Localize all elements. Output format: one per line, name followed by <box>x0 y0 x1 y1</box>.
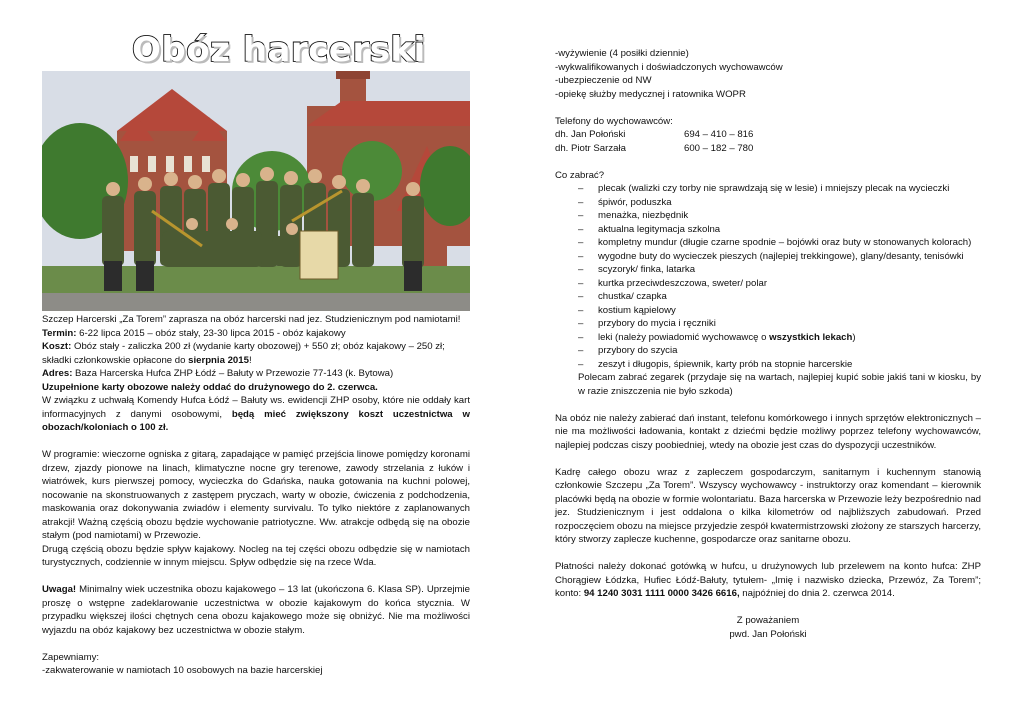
list-item: – kostium kąpielowy <box>578 304 981 318</box>
zakwaterowanie-line: -zakwaterowanie w namiotach 10 osobowych na bazie harcerskiej <box>42 665 323 676</box>
phone-row <box>555 142 981 156</box>
termin-label: Termin: <box>42 327 77 339</box>
uwaga-paragraph <box>42 583 470 637</box>
phone-row <box>555 128 981 142</box>
koszt-line <box>42 340 470 367</box>
adres-line <box>42 367 470 381</box>
zegarek-note: Polecam zabrać zegarek (przydaje się na wartach, najlepiej kupić sobie jakiś tani w kiosku, by w razie zniszczenia nie było szkoda) <box>578 372 981 397</box>
list-item: – śpiwór, poduszka <box>578 196 981 210</box>
co-zabrac-heading: Co zabrać? <box>555 169 605 181</box>
list-item: – menażka, niezbędnik <box>578 209 981 223</box>
koszt-label: Koszt: <box>42 341 72 352</box>
list-item: – wygodne buty do wycieczek pieszych (najlepiej trekkingowe), glany/desanty, tenisówki <box>578 250 981 264</box>
koszt-bold: sierpnia 2015 <box>188 354 249 366</box>
program-paragraph: W programie: wieczorne ogniska z gitarą, zapadające w pamięć przejścia linowe pomiędzy koronami drzew, zjazdy pionowe na linach, klimatyczne nocne gry terenowe, zawody strzelania z łuków i wiatrówek, kurs pierwszej pomocy, wycieczka do Gdańska, nauka gotowania na kuchni polowej, nocowanie na skonstruowanych z zastępem pryczach, warty w obozie, ćwiczenia z podchodzenia, maskowania oraz dokonywania zwiadów i elementy survivalu. To tylko niektóre z zaplanowanych atrakcji! Ważną częścią obozu będzie wychowanie patriotyczne. Ww. atrakcje odbędą się na obozie stałym (pod namiotami) w Przewozie. <box>42 449 470 541</box>
termin-line <box>42 327 470 341</box>
page-title: Obóz harcerski <box>132 30 426 70</box>
splyw-paragraph: Drugą częścią obozu będzie spływ kajakowy. Nocleg na tej części obozu odbędzie się w namiotach turystycznych, codziennie w innym miejscu. Spływ odbędzie się na rzece Wda. <box>42 543 470 568</box>
leki-text: leki (należy powiadomić wychowawcę o <box>598 331 770 343</box>
uchwala-paragraph <box>42 394 470 435</box>
adres-text: Baza Harcerska Hufca ZHP Łódź – Bałuty w Przewozie 77-143 (k. Bytowa) <box>72 368 394 379</box>
telefony-heading: Telefony do wychowawców: <box>555 115 673 127</box>
phone-name: dh. Jan Połoński <box>555 129 626 140</box>
list-item: – kurtka przeciwdeszczowa, sweter/ polar <box>578 277 981 291</box>
karty-line <box>42 381 470 395</box>
uwaga-label: Uwaga! <box>42 584 77 595</box>
uchwala-text: W związku z uchwałą Komendy Hufca Łódź – Bałuty ws. ewidencji ZHP osoby, które nie oddały kart informacyjnych z danymi osobowymi, <box>42 395 470 420</box>
list-item-leki <box>578 331 981 345</box>
intro-text: Szczep Harcerski „Za Torem” zaprasza na obóz harcerski nad jez. Studzienicznym pod namiotami! <box>42 314 461 325</box>
provision-item: -ubezpieczenie od NW <box>555 75 652 86</box>
koszt-text: Obóz stały - zaliczka 200 zł (wydanie karty obozowej) + 550 zł; obóz kajakowy – 250 zł; składki członkowskie opłacone do <box>42 341 445 366</box>
platnosci-text: Płatności należy dokonać gotówką w hufcu, u drużynowych lub przelewem na konto hufca: ZHP Chorągiew Łódzka, Hufiec Łódź-Bałuty, tytułem- „Imię i nazwisko dziecka, Przewóz, Za Torem”; konto: <box>555 561 981 599</box>
list-item: – plecak (walizki czy torby nie sprawdzają się w lesie) i mniejszy plecak na wycieczki <box>578 182 981 196</box>
zapewniamy-heading: Zapewniamy: <box>42 651 100 663</box>
platnosci-end: najpóźniej do dnia 2. czerwca 2014. <box>739 588 895 599</box>
left-column <box>42 313 470 678</box>
list-item: – zeszyt i długopis, śpiewnik, karty prób na stopnie harcerskie <box>578 358 981 372</box>
group-photo <box>42 71 470 311</box>
platnosci-paragraph <box>555 560 981 601</box>
uwaga-text: Minimalny wiek uczestnika obozu kajakowego – 13 lat (ukończona 6. Klasa SP). Uprzejmie proszę o wstępne zadeklarowanie uczestnictwa w obozie kajakowym do końca stycznia. W przypadku większej ilości chętnych cena obozu kajakowego może się obniżyć. Nie ma możliwości wyjazdu na obóz kajakowy bez uczestnictwa w obozie stałym. <box>42 584 470 636</box>
phone-number: 694 – 410 – 816 <box>684 129 754 140</box>
provision-item: -opiekę służby medycznej i ratownika WOPR <box>555 88 746 100</box>
leki-end: ) <box>852 331 856 343</box>
provision-item: -wyżywienie (4 posiłki dziennie) <box>555 48 689 59</box>
termin-text: 6-22 lipca 2015 – obóz stały, 23-30 lipca 2015 - obóz kajakowy <box>76 327 346 339</box>
karty-text: Uzupełnione karty obozowe należy oddać do drużynowego do 2. czerwca. <box>42 381 378 393</box>
phone-name: dh. Piotr Sarzała <box>555 142 626 154</box>
leki-bold: wszystkich lekach <box>769 331 853 343</box>
list-item: – chustka/ czapka <box>578 290 981 304</box>
adres-label: Adres: <box>42 368 73 379</box>
list-item: – przybory do mycia i ręczniki <box>578 317 981 331</box>
koszt-end: ! <box>248 354 252 366</box>
uchwala-bold: będą mieć zwiększony koszt uczestnictwa w obozach/koloniach o 100 zł. <box>42 408 470 433</box>
list-item: – aktualna legitymacja szkolna <box>578 223 981 237</box>
bank-account-number: 94 1240 3031 1111 0000 3426 6616, <box>583 588 740 599</box>
group-photo-scouts-castle <box>42 71 470 311</box>
list-item: – przybory do szycia <box>578 344 981 358</box>
signature-name: pwd. Jan Połoński <box>729 628 807 640</box>
closing-greeting: Z poważaniem <box>736 615 800 626</box>
packing-list <box>555 182 981 371</box>
right-column <box>555 47 981 641</box>
list-item: – scyzoryk/ finka, latarka <box>578 263 981 277</box>
provision-item: -wykwalifikowanych i doświadczonych wychowawców <box>555 61 783 73</box>
kadra-paragraph: Kadrę całego obozu wraz z zapleczem gospodarczym, sanitarnym i kuchennym stanowią członkowie Szczepu „Za Torem”. Wszyscy wychowawcy - instruktorzy oraz komendant – kierownik placówki będą na obozie w formie wolontariatu. Baza harcerska w Przewozie leży bezpośrednio nad jez. Studzienicznym i jest oddalona o kilka kilometrów od najbliższych zabudowań. Przed rozpoczęciem obozu na miejsce przyjedzie zespół kwatermistrzowski złożony ze starszych harcerzy, który stworzy zaplecze kuchenne, gospodarcze oraz sanitarne obozu. <box>555 466 981 545</box>
nie-nalezy-paragraph: Na obóz nie należy zabierać dań instant, telefonu komórkowego i innych sprzętów elektronicznych – nie ma możliwości ładowania, kontakt z dziećmi będzie możliwy poprzez telefony wychowawców, najlepiej podczas ciszy poobiedniej, wtedy na obozie jest czas do dyspozycji uczestników. <box>555 412 981 451</box>
list-item: – kompletny mundur (długie czarne spodnie – bojówki oraz buty w stonowanych kolorach) <box>578 236 981 250</box>
phone-number: 600 – 182 – 780 <box>684 142 754 154</box>
